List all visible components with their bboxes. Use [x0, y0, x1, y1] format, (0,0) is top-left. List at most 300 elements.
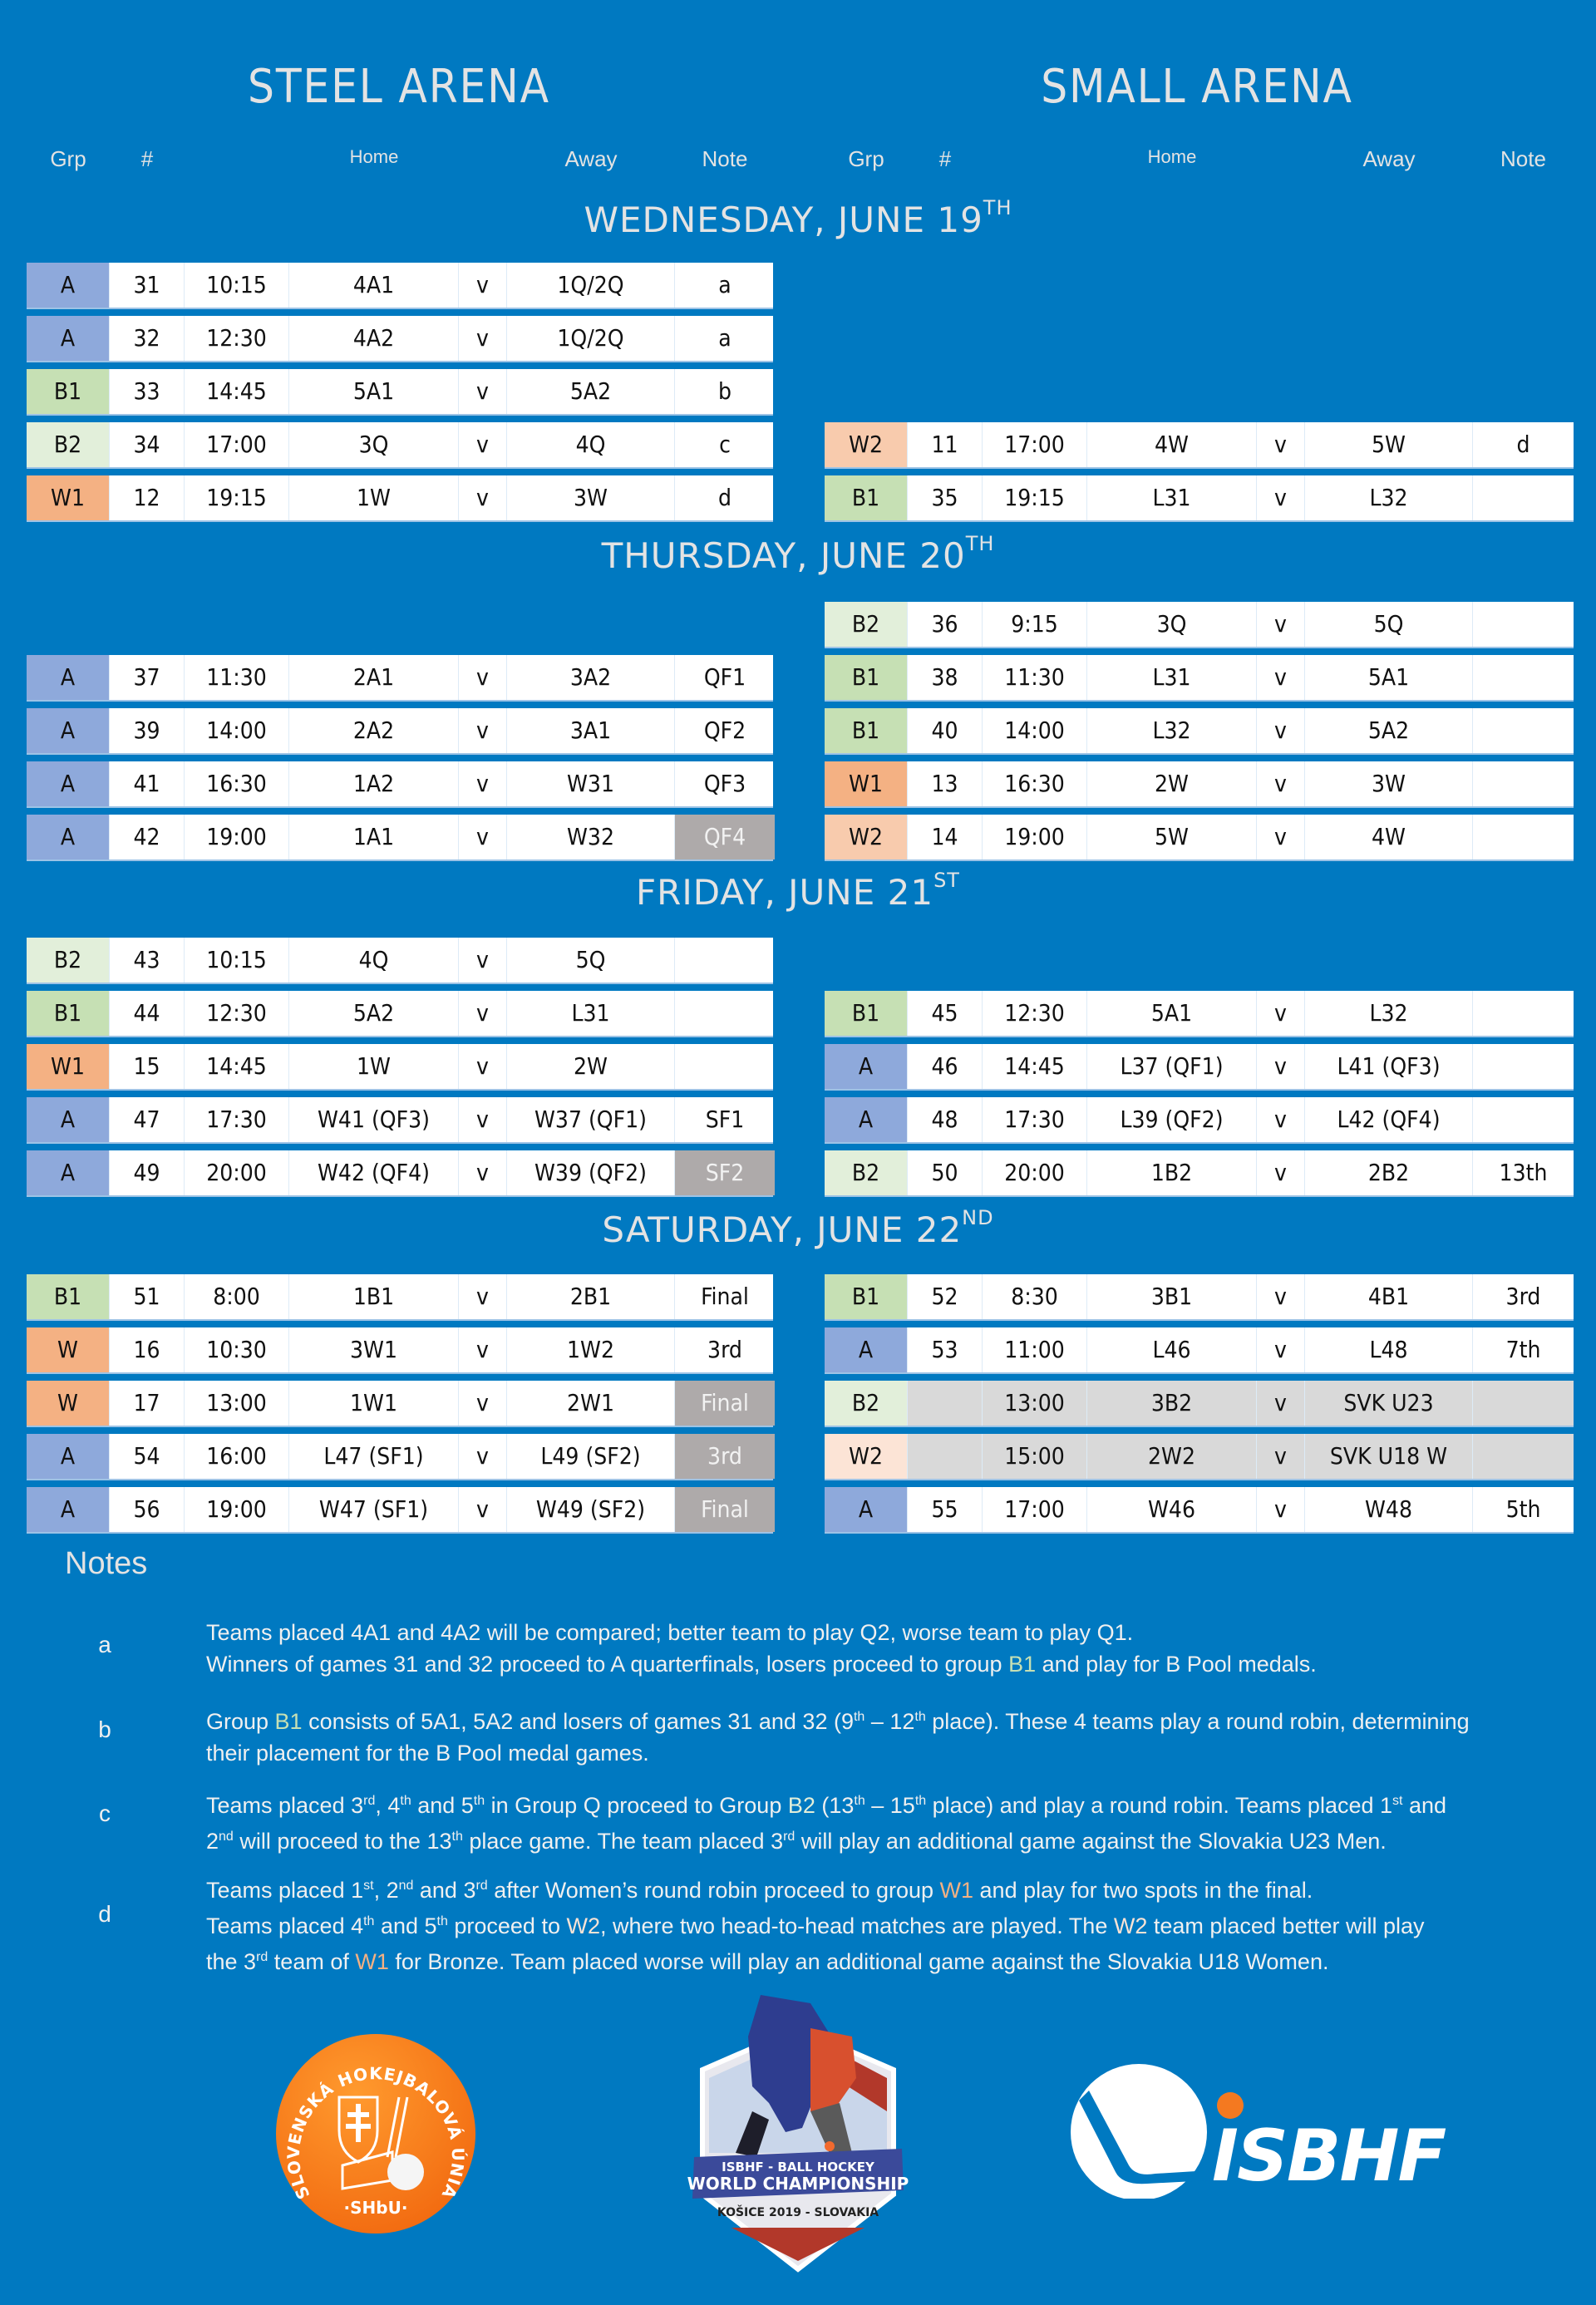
match-note-cell: 3rd: [707, 1336, 742, 1363]
championship-line1: ISBHF - BALL HOCKEY: [722, 2160, 874, 2174]
match-note-cell: Final: [675, 1381, 775, 1426]
match-num-cell: 52: [908, 1274, 983, 1319]
match-row: [27, 1150, 773, 1197]
match-grp-cell: B1: [27, 991, 110, 1036]
match-time-cell: 20:00: [185, 1150, 289, 1195]
col-header-home: Home: [1147, 146, 1197, 167]
match-note-cell: d: [718, 484, 732, 511]
match-away-cell: 3W: [1305, 761, 1473, 806]
match-note-cell: 3rd: [1505, 1283, 1541, 1310]
note-segment: Winners of games 31 and 32 proceed to A quarterfinals, losers proceed to group: [206, 1652, 1009, 1677]
match-row: [27, 316, 773, 362]
match-grp-cell: B1: [27, 369, 110, 414]
match-grp-cell: W2: [825, 815, 908, 859]
match-versus-cell: v: [459, 815, 507, 859]
match-home-cell: W41 (QF3): [289, 1097, 459, 1142]
match-time-cell: 19:00: [185, 815, 289, 859]
note-segment: – 12: [864, 1709, 915, 1734]
match-row: [825, 1381, 1574, 1427]
match-num-cell: 44: [110, 991, 185, 1036]
match-grp-cell: A: [825, 1044, 908, 1089]
match-row: [27, 1381, 773, 1427]
small-arena-column-headers: [825, 146, 1574, 176]
match-note-cell: 5th: [1505, 1495, 1541, 1523]
note-segment: the 3: [206, 1949, 257, 1974]
match-num-cell: 49: [110, 1150, 185, 1195]
match-note-cell: [1473, 1097, 1574, 1142]
match-note-cell: 7th: [1505, 1336, 1541, 1363]
match-num-cell: 50: [908, 1150, 983, 1195]
match-num-cell: 48: [908, 1097, 983, 1142]
match-time-cell: 16:30: [983, 761, 1087, 806]
match-grp-cell: W: [27, 1381, 110, 1426]
match-versus-cell: v: [459, 1327, 507, 1372]
match-away-cell: 1W2: [507, 1327, 675, 1372]
group-highlight: W2: [1113, 1913, 1148, 1938]
match-home-cell: L31: [1087, 655, 1257, 700]
match-num-cell: 14: [908, 815, 983, 859]
day-heading-suffix: TH: [983, 196, 1012, 219]
group-highlight: B1: [274, 1709, 303, 1734]
match-grp-cell: A: [27, 815, 110, 859]
note-segment: team placed better will play: [1147, 1913, 1425, 1938]
note-text: [206, 1702, 1561, 1769]
match-row: [825, 602, 1574, 648]
match-home-cell: 4W: [1087, 422, 1257, 467]
match-grp-cell: W1: [825, 761, 908, 806]
day-heading-text: FRIDAY, JUNE 21: [636, 872, 934, 913]
note-line: [206, 1870, 1561, 1906]
match-away-cell: 5W: [1305, 422, 1473, 467]
match-row: [27, 1434, 773, 1480]
match-note-cell: [675, 938, 775, 983]
match-num-cell: 42: [110, 815, 185, 859]
match-versus-cell: v: [459, 422, 507, 467]
col-header-grp: Grp: [848, 146, 884, 171]
match-versus-cell: v: [1257, 1381, 1305, 1426]
match-away-cell: W39 (QF2): [507, 1150, 675, 1195]
match-note-cell: [1473, 815, 1574, 859]
note-segment: place game. The team placed 3: [462, 1829, 784, 1854]
world-championship-logo: [686, 1987, 910, 2273]
match-time-cell: 10:15: [185, 263, 289, 308]
match-away-cell: SVK U23: [1305, 1381, 1473, 1426]
match-note-cell: [1473, 761, 1574, 806]
match-versus-cell: v: [1257, 1044, 1305, 1089]
match-time-cell: 17:00: [185, 422, 289, 467]
match-versus-cell: v: [459, 1097, 507, 1142]
match-away-cell: W31: [507, 761, 675, 806]
col-header-num: #: [938, 146, 952, 171]
match-home-cell: 1A1: [289, 815, 459, 859]
match-grp-cell: A: [825, 1097, 908, 1142]
match-time-cell: 10:15: [185, 938, 289, 983]
match-grp-cell: W1: [27, 1044, 110, 1089]
match-row: [27, 263, 773, 309]
note-segment: in Group Q proceed to Group: [485, 1793, 788, 1818]
match-grp-cell: B2: [27, 422, 110, 467]
match-num-cell: 37: [110, 655, 185, 700]
match-versus-cell: v: [459, 708, 507, 753]
small-arena-title: SMALL ARENA: [1041, 60, 1353, 114]
match-grp-cell: B2: [825, 602, 908, 647]
note-segment: th: [473, 1794, 485, 1808]
match-time-cell: 11:00: [983, 1327, 1087, 1372]
match-num-cell: 12: [110, 475, 185, 520]
note-text: [206, 1785, 1561, 1857]
note-label: c: [99, 1800, 111, 1826]
match-versus-cell: v: [1257, 602, 1305, 647]
match-note-cell: [1473, 655, 1574, 700]
match-num-cell: 17: [110, 1381, 185, 1426]
match-versus-cell: v: [459, 1044, 507, 1089]
match-away-cell: 5A2: [1305, 708, 1473, 753]
match-away-cell: W49 (SF2): [507, 1487, 675, 1532]
match-row: [27, 1487, 773, 1534]
group-highlight: W1: [355, 1949, 389, 1974]
match-note-cell: SF1: [705, 1106, 745, 1133]
match-num-cell: 53: [908, 1327, 983, 1372]
match-away-cell: L32: [1305, 475, 1473, 520]
note-segment: th: [854, 1794, 865, 1808]
note-segment: and play for two spots in the final.: [973, 1878, 1313, 1903]
col-header-grp: Grp: [50, 146, 86, 171]
match-row: [27, 1044, 773, 1091]
match-away-cell: 4W: [1305, 815, 1473, 859]
match-note-cell: QF1: [703, 663, 746, 691]
match-away-cell: L41 (QF3): [1305, 1044, 1473, 1089]
match-grp-cell: B1: [825, 991, 908, 1036]
note-segment: place) and play a round robin. Teams placed 1: [926, 1793, 1393, 1818]
col-header-note: Note: [702, 146, 748, 171]
match-row: [825, 1044, 1574, 1091]
match-home-cell: 1W1: [289, 1381, 459, 1426]
shbu-ring-text: SLOVENSKÁ HOKEJBALOVÁ ÚNIA: [283, 2063, 469, 2203]
note-segment: rd: [475, 1879, 488, 1893]
match-home-cell: 3Q: [289, 422, 459, 467]
match-num-cell: [908, 1434, 983, 1479]
match-versus-cell: v: [1257, 1487, 1305, 1532]
match-row: [27, 1274, 773, 1321]
match-note-cell: 3rd: [675, 1434, 775, 1479]
day-heading-text: SATURDAY, JUNE 22: [602, 1209, 963, 1250]
match-time-cell: 14:45: [185, 1044, 289, 1089]
match-row: [825, 815, 1574, 861]
note-line: [206, 1906, 1561, 1942]
day-heading-saturday: [0, 1206, 1596, 1250]
match-row: [27, 708, 773, 755]
day-heading-text: THURSDAY, JUNE 20: [601, 535, 966, 576]
match-time-cell: 8:30: [983, 1274, 1087, 1319]
day-heading-wednesday: [0, 196, 1596, 240]
note-segment: st: [363, 1879, 374, 1893]
match-time-cell: 14:45: [185, 369, 289, 414]
note-segment: st: [1392, 1794, 1403, 1808]
match-home-cell: 2W2: [1087, 1434, 1257, 1479]
match-versus-cell: v: [459, 1150, 507, 1195]
match-time-cell: 13:00: [983, 1381, 1087, 1426]
match-grp-cell: A: [27, 1434, 110, 1479]
steel-arena-column-headers: [27, 146, 773, 176]
match-away-cell: W37 (QF1): [507, 1097, 675, 1142]
note-segment: (13: [815, 1793, 855, 1818]
match-grp-cell: A: [27, 263, 110, 308]
match-time-cell: 14:00: [983, 708, 1087, 753]
match-away-cell: 4B1: [1305, 1274, 1473, 1319]
isbhf-logo: [1064, 2057, 1455, 2199]
note-segment: for Bronze. Team placed worse will play an additional game against the Slovakia U18 Women.: [388, 1949, 1329, 1974]
match-home-cell: 1B2: [1087, 1150, 1257, 1195]
day-heading-thursday: [0, 532, 1596, 576]
match-note-cell: [1473, 1434, 1574, 1479]
match-time-cell: 20:00: [983, 1150, 1087, 1195]
match-num-cell: 33: [110, 369, 185, 414]
match-versus-cell: v: [459, 369, 507, 414]
match-num-cell: [908, 1381, 983, 1426]
note-segment: th: [363, 1914, 375, 1928]
match-row: [27, 655, 773, 702]
match-num-cell: 46: [908, 1044, 983, 1089]
note-segment: their placement for the B Pool medal games.: [206, 1741, 649, 1766]
note-segment: th: [853, 1710, 865, 1724]
match-note-cell: b: [718, 377, 732, 405]
match-time-cell: 12:30: [185, 991, 289, 1036]
match-time-cell: 17:30: [983, 1097, 1087, 1142]
match-versus-cell: v: [459, 316, 507, 361]
match-away-cell: 5Q: [1305, 602, 1473, 647]
match-versus-cell: v: [1257, 708, 1305, 753]
championship-line2: WORLD CHAMPIONSHIP: [687, 2174, 909, 2194]
match-versus-cell: v: [459, 991, 507, 1036]
match-row: [825, 655, 1574, 702]
shbu-abbr: ·SHbU·: [343, 2198, 408, 2218]
match-versus-cell: v: [1257, 1327, 1305, 1372]
match-away-cell: 2W1: [507, 1381, 675, 1426]
match-home-cell: 5W: [1087, 815, 1257, 859]
match-away-cell: L31: [507, 991, 675, 1036]
note-segment: , where two head-to-head matches are played. The: [599, 1913, 1114, 1938]
isbhf-wordmark: ISBHF: [1212, 2115, 1446, 2198]
match-note-cell: a: [718, 324, 732, 352]
match-grp-cell: A: [27, 1097, 110, 1142]
match-time-cell: 19:15: [185, 475, 289, 520]
match-row: [825, 1434, 1574, 1480]
match-time-cell: 8:00: [185, 1274, 289, 1319]
match-row: [825, 761, 1574, 808]
match-versus-cell: v: [459, 655, 507, 700]
group-highlight: B1: [1008, 1652, 1037, 1677]
note-segment: after Women’s round robin proceed to group: [487, 1878, 940, 1903]
match-away-cell: W32: [507, 815, 675, 859]
match-home-cell: 2A2: [289, 708, 459, 753]
match-time-cell: 14:00: [185, 708, 289, 753]
match-home-cell: 3B2: [1087, 1381, 1257, 1426]
match-time-cell: 19:00: [983, 815, 1087, 859]
match-note-cell: [1473, 1044, 1574, 1089]
match-num-cell: 34: [110, 422, 185, 467]
day-heading-text: WEDNESDAY, JUNE 19: [584, 199, 983, 240]
match-note-cell: [675, 991, 775, 1036]
match-row: [27, 761, 773, 808]
match-note-cell: [1473, 475, 1574, 520]
match-grp-cell: B1: [825, 475, 908, 520]
match-note-cell: [1473, 602, 1574, 647]
match-away-cell: 3A1: [507, 708, 675, 753]
match-grp-cell: A: [27, 708, 110, 753]
match-time-cell: 9:15: [983, 602, 1087, 647]
match-away-cell: 1Q/2Q: [507, 263, 675, 308]
match-home-cell: 3B1: [1087, 1274, 1257, 1319]
match-away-cell: L32: [1305, 991, 1473, 1036]
match-versus-cell: v: [1257, 1274, 1305, 1319]
match-grp-cell: B2: [825, 1150, 908, 1195]
match-time-cell: 13:00: [185, 1381, 289, 1426]
note-segment: th: [451, 1830, 463, 1844]
note-segment: 2: [206, 1829, 219, 1854]
note-segment: team of: [268, 1949, 356, 1974]
match-num-cell: 31: [110, 263, 185, 308]
note-segment: Group: [206, 1709, 275, 1734]
match-num-cell: 35: [908, 475, 983, 520]
match-away-cell: SVK U18 W: [1305, 1434, 1473, 1479]
match-num-cell: 36: [908, 602, 983, 647]
match-versus-cell: v: [1257, 1097, 1305, 1142]
note-line: [206, 1785, 1561, 1821]
match-home-cell: 1W: [289, 475, 459, 520]
match-grp-cell: A: [27, 761, 110, 806]
match-num-cell: 45: [908, 991, 983, 1036]
match-away-cell: 5A2: [507, 369, 675, 414]
match-away-cell: 3A2: [507, 655, 675, 700]
match-home-cell: 1A2: [289, 761, 459, 806]
note-label: a: [98, 1632, 111, 1657]
note-segment: place). These 4 teams play a round robin, determining: [925, 1709, 1470, 1734]
match-note-cell: SF2: [675, 1150, 775, 1195]
note-line: [206, 1737, 1561, 1769]
match-versus-cell: v: [459, 1381, 507, 1426]
match-row: [27, 991, 773, 1037]
match-row: [825, 1097, 1574, 1144]
note-segment: and play for B Pool medals.: [1036, 1652, 1317, 1677]
match-away-cell: 3W: [507, 475, 675, 520]
note-segment: , 2: [373, 1878, 399, 1903]
match-versus-cell: v: [1257, 422, 1305, 467]
match-versus-cell: v: [1257, 761, 1305, 806]
notes-title: Notes: [65, 1546, 148, 1581]
note-segment: rd: [256, 1950, 268, 1964]
match-home-cell: L47 (SF1): [289, 1434, 459, 1479]
match-away-cell: 2B1: [507, 1274, 675, 1319]
match-grp-cell: A: [27, 1150, 110, 1195]
match-note-cell: d: [1516, 431, 1530, 458]
group-highlight: B2: [787, 1793, 815, 1818]
match-row: [825, 1487, 1574, 1534]
match-num-cell: 16: [110, 1327, 185, 1372]
match-home-cell: 2W: [1087, 761, 1257, 806]
match-time-cell: 11:30: [185, 655, 289, 700]
match-num-cell: 15: [110, 1044, 185, 1089]
match-num-cell: 40: [908, 708, 983, 753]
match-away-cell: L48: [1305, 1327, 1473, 1372]
note-line: [206, 1617, 1561, 1648]
steel-arena-title: STEEL ARENA: [248, 60, 550, 114]
match-versus-cell: v: [1257, 1434, 1305, 1479]
group-highlight: W2: [566, 1913, 600, 1938]
match-time-cell: 17:30: [185, 1097, 289, 1142]
match-versus-cell: v: [459, 475, 507, 520]
match-away-cell: 5Q: [507, 938, 675, 983]
match-grp-cell: B1: [825, 1274, 908, 1319]
note-line: [206, 1648, 1561, 1680]
championship-line3: KOŠICE 2019 - SLOVAKIA: [717, 2206, 879, 2219]
match-note-cell: a: [718, 271, 732, 298]
match-home-cell: 5A1: [289, 369, 459, 414]
note-segment: rd: [783, 1830, 796, 1844]
match-num-cell: 55: [908, 1487, 983, 1532]
match-versus-cell: v: [459, 1487, 507, 1532]
match-home-cell: L37 (QF1): [1087, 1044, 1257, 1089]
match-home-cell: 2A1: [289, 655, 459, 700]
note-line: [206, 1821, 1561, 1857]
match-grp-cell: A: [27, 316, 110, 361]
match-home-cell: W42 (QF4): [289, 1150, 459, 1195]
match-num-cell: 56: [110, 1487, 185, 1532]
match-num-cell: 47: [110, 1097, 185, 1142]
match-num-cell: 38: [908, 655, 983, 700]
note-label: d: [98, 1901, 111, 1927]
match-row: [27, 1327, 773, 1374]
match-home-cell: L32: [1087, 708, 1257, 753]
day-heading-suffix: TH: [965, 532, 995, 555]
note-line: [206, 1702, 1561, 1737]
note-segment: consists of 5A1, 5A2 and losers of games 31 and 32 (9: [302, 1709, 854, 1734]
note-segment: proceed to: [447, 1913, 567, 1938]
note-segment: Teams placed 3: [206, 1793, 364, 1818]
match-time-cell: 17:00: [983, 1487, 1087, 1532]
match-note-cell: QF2: [703, 717, 746, 744]
col-header-note: Note: [1500, 146, 1546, 171]
match-away-cell: 4Q: [507, 422, 675, 467]
match-versus-cell: v: [459, 938, 507, 983]
match-versus-cell: v: [1257, 815, 1305, 859]
match-grp-cell: W1: [27, 475, 110, 520]
match-note-cell: c: [719, 431, 731, 458]
match-grp-cell: W2: [825, 1434, 908, 1479]
note-segment: nd: [219, 1830, 234, 1844]
match-row: [825, 1274, 1574, 1321]
match-num-cell: 39: [110, 708, 185, 753]
match-time-cell: 10:30: [185, 1327, 289, 1372]
match-grp-cell: B2: [825, 1381, 908, 1426]
match-home-cell: 1W: [289, 1044, 459, 1089]
match-row: [27, 475, 773, 522]
match-note-cell: [1473, 708, 1574, 753]
group-highlight: W1: [939, 1878, 974, 1903]
match-row: [825, 422, 1574, 469]
match-grp-cell: W: [27, 1327, 110, 1372]
match-versus-cell: v: [459, 1274, 507, 1319]
match-note-cell: [1473, 1381, 1574, 1426]
match-grp-cell: A: [27, 655, 110, 700]
match-num-cell: 13: [908, 761, 983, 806]
match-home-cell: L46: [1087, 1327, 1257, 1372]
match-home-cell: L39 (QF2): [1087, 1097, 1257, 1142]
match-home-cell: 5A1: [1087, 991, 1257, 1036]
note-segment: Teams placed 4: [206, 1913, 364, 1938]
match-row: [825, 475, 1574, 522]
day-heading-suffix: ND: [962, 1206, 994, 1229]
match-note-cell: [1473, 991, 1574, 1036]
